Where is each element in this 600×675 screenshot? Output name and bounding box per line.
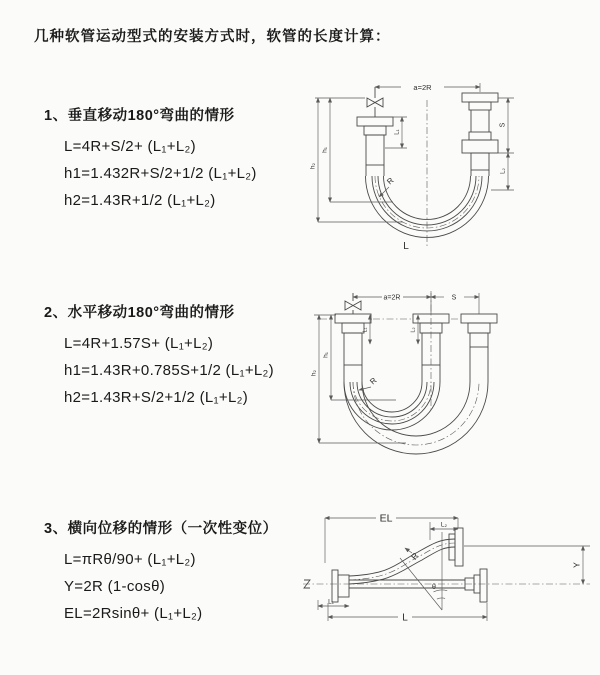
dim-label-h2: h₂	[310, 369, 318, 377]
section-2-heading: 2、水平移动180°弯曲的情形	[44, 305, 235, 321]
dim-label-l1: L₁	[394, 129, 401, 135]
formula-EL: EL=2Rsinθ+ (L₁+L₂)	[64, 605, 203, 622]
valve-icon	[367, 87, 383, 117]
diagram-horizontal-180-bend	[306, 283, 598, 458]
dim-label-h1: h₁	[321, 147, 329, 153]
section-vertical-move	[40, 106, 257, 214]
dim-label-r: R	[368, 375, 379, 387]
hose-assembly	[303, 528, 590, 602]
dim-label-a2r: a=2R	[413, 82, 432, 92]
formula-L: L=4R+S/2+ (L₁+L₂)	[64, 138, 196, 155]
left-flange	[332, 570, 349, 602]
section-3-heading: 3、横向位移的情形（一次性变位）	[44, 521, 278, 537]
formula-h2: h2=1.43R+S/2+1/2 (L₁+L₂)	[64, 389, 249, 406]
right-flange	[465, 569, 487, 602]
dim-label-h1: h₁	[322, 352, 330, 358]
dim-label-length: L	[402, 612, 408, 624]
left-braided-section	[366, 135, 384, 165]
dimensions	[315, 83, 514, 222]
formula-Y: Y=2R (1-cosθ)	[64, 578, 166, 595]
left-flange	[335, 314, 371, 323]
formula-L: L=πRθ/90+ (L₁+L₂)	[64, 551, 196, 568]
dim-label-l2: L₂	[410, 327, 417, 333]
dim-label-l2: L₂	[500, 168, 507, 174]
dim-label-r: R	[385, 175, 396, 187]
right-braided-section	[471, 153, 489, 170]
formula-L: L=4R+1.57S+ (L₁+L₂)	[64, 335, 214, 352]
dim-label-l2: L₂	[440, 521, 448, 529]
dim-label-length: L	[403, 241, 409, 252]
dim-label-theta: θ	[432, 584, 436, 591]
dim-label-l1: L₁	[328, 598, 334, 606]
section-lateral-displacement	[40, 519, 278, 627]
dim-label-el: EL	[379, 512, 393, 525]
hose-assembly	[320, 291, 497, 454]
formula-h1: h1=1.432R+S/2+1/2 (L₁+L₂)	[64, 165, 257, 182]
left-braided-section	[344, 333, 362, 365]
dim-label-s: S	[451, 294, 457, 302]
dim-label-s: S	[499, 122, 507, 128]
diagram-lateral-displacement	[298, 508, 600, 643]
formula-h1: h1=1.43R+0.785S+1/2 (L₁+L₂)	[64, 362, 274, 379]
diagram-vertical-180-bend	[305, 72, 595, 267]
dimensions	[318, 518, 590, 621]
u-bend-loop	[344, 382, 440, 430]
right-pipe	[462, 93, 498, 176]
section-horizontal-move	[40, 303, 274, 411]
dim-label-r: R	[408, 550, 421, 562]
dim-label-a2r: a=2R	[383, 294, 401, 302]
page-title: 几种软管运动型式的安装方式时，软管的长度计算：	[34, 29, 391, 45]
right-pipe	[461, 314, 497, 382]
dim-label-l1: L₁	[362, 327, 369, 333]
dim-label-h2: h₂	[309, 162, 317, 170]
left-flange	[357, 117, 393, 126]
section-1-heading: 1、垂直移动180°弯曲的情形	[44, 108, 235, 124]
formula-h2: h2=1.43R+1/2 (L₁+L₂)	[64, 192, 216, 209]
dim-label-y: Y	[571, 562, 582, 568]
